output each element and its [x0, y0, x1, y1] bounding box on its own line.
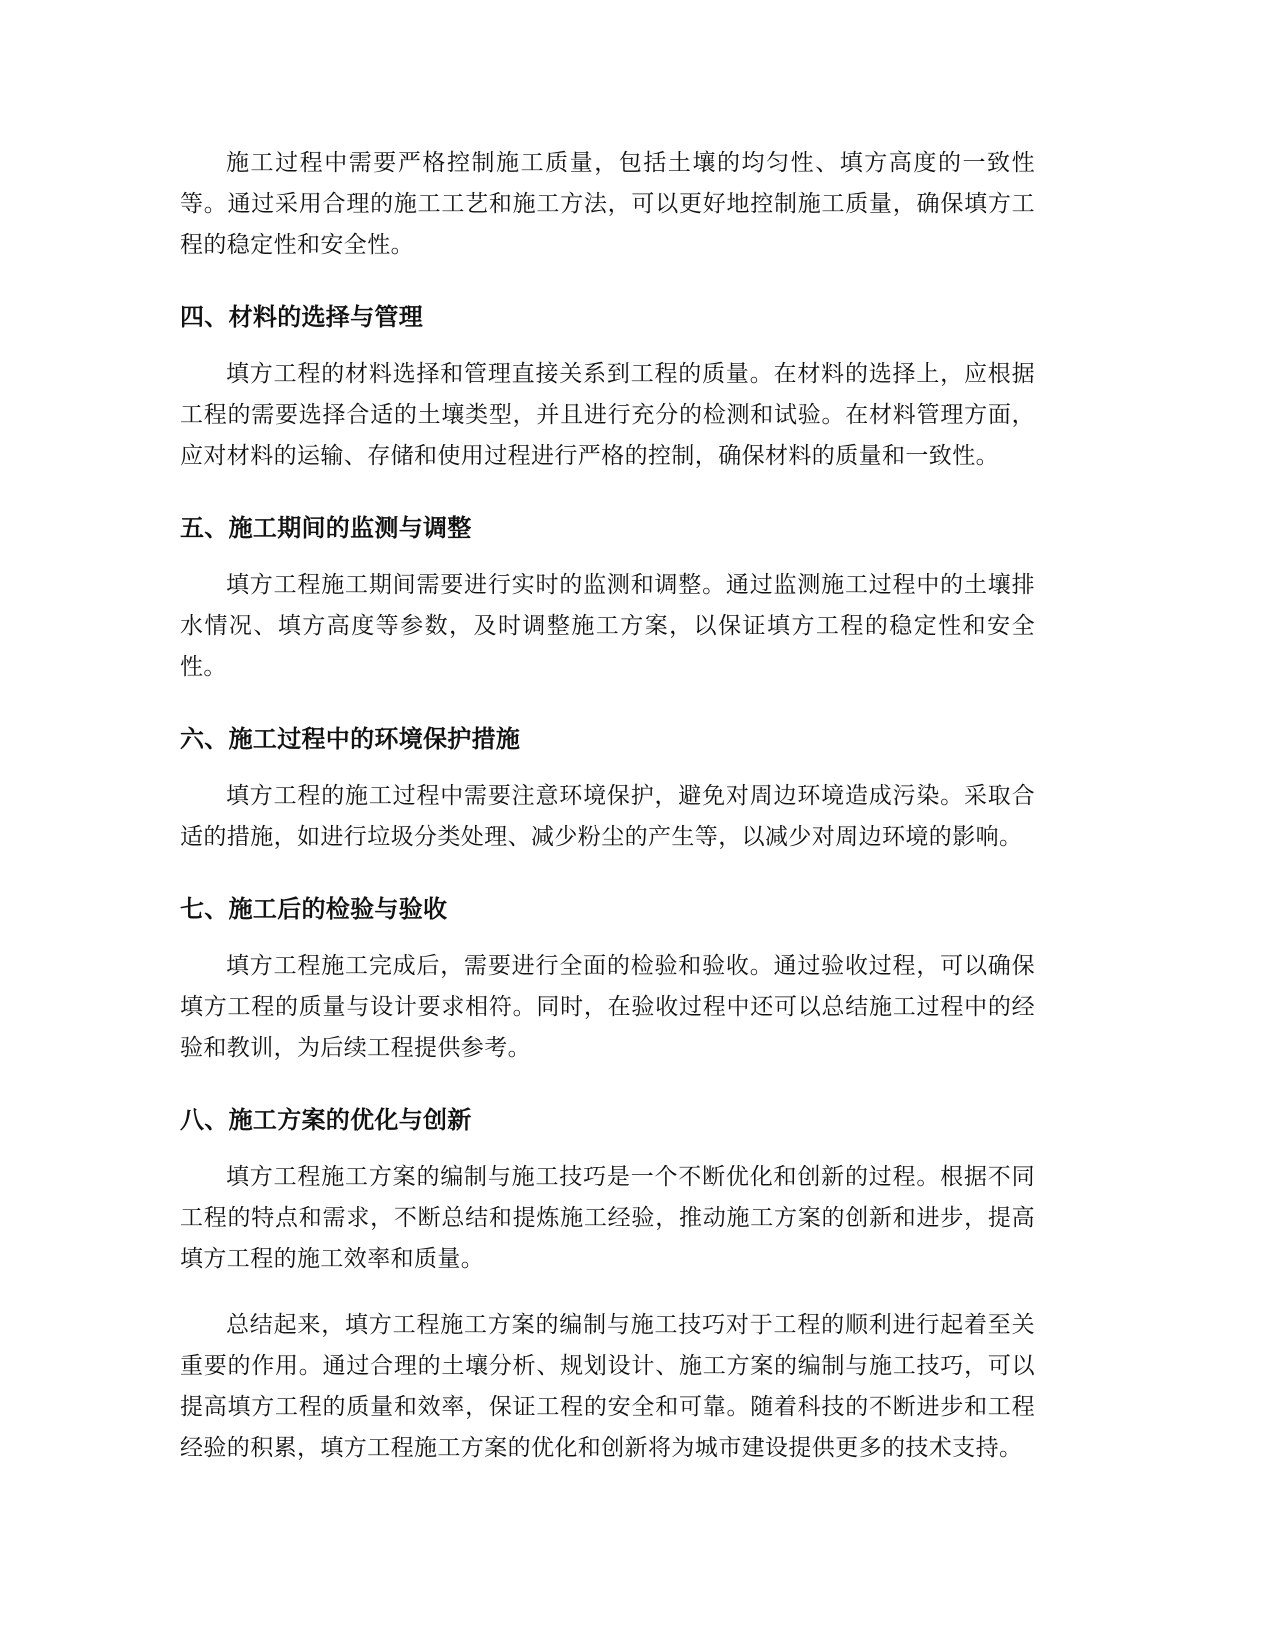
section-body-materials: 填方工程的材料选择和管理直接关系到工程的质量。在材料的选择上，应根据工程的需要选择合适的土壤类型，并且进行充分的检测和试验。在材料管理方面，应对材料的运输、存储和使用过程进行严格的控制，确保材料的质量和一致性。	[180, 361, 1035, 469]
spacer	[180, 1280, 1035, 1305]
spacer	[180, 266, 1035, 300]
document-body	[180, 143, 1035, 1469]
section-body-monitoring: 填方工程施工期间需要进行实时的监测和调整。通过监测施工过程中的土壤排水情况、填方高度等参数，及时调整施工方案，以保证填方工程的稳定性和安全性。	[180, 572, 1035, 680]
section-body-optimization: 填方工程施工方案的编制与施工技巧是一个不断优化和创新的过程。根据不同工程的特点和需求，不断总结和提炼施工经验，推动施工方案的创新和进步，提高填方工程的施工效率和质量。	[180, 1164, 1035, 1272]
section-heading-monitoring: 五、施工期间的监测与调整	[180, 514, 472, 542]
spacer	[180, 1069, 1035, 1103]
section-heading-inspection: 七、施工后的检验与验收	[180, 895, 448, 923]
section-heading-optimization: 八、施工方案的优化与创新	[180, 1106, 472, 1134]
spacer	[180, 926, 1035, 946]
spacer	[180, 756, 1035, 776]
section-body-inspection: 填方工程施工完成后，需要进行全面的检验和验收。通过验收过程，可以确保填方工程的质量与设计要求相符。同时，在验收过程中还可以总结施工过程中的经验和教训，为后续工程提供参考。	[180, 953, 1035, 1061]
section-heading-materials: 四、材料的选择与管理	[180, 303, 423, 331]
spacer	[180, 688, 1035, 722]
intro-paragraph: 施工过程中需要严格控制施工质量，包括土壤的均匀性、填方高度的一致性等。通过采用合理的施工工艺和施工方法，可以更好地控制施工质量，确保填方工程的稳定性和安全性。	[180, 150, 1035, 258]
spacer	[180, 858, 1035, 892]
conclusion-paragraph: 总结起来，填方工程施工方案的编制与施工技巧对于工程的顺利进行起着至关重要的作用。通过合理的土壤分析、规划设计、施工方案的编制与施工技巧，可以提高填方工程的质量和效率，保证工程的安全和可靠。随着科技的不断进步和工程经验的积累，填方工程施工方案的优化和创新将为城市建设提供更多的技术支持。	[180, 1312, 1035, 1461]
spacer	[180, 1137, 1035, 1157]
section-body-environment: 填方工程的施工过程中需要注意环境保护，避免对周边环境造成污染。采取合适的措施，如进行垃圾分类处理、减少粉尘的产生等，以减少对周边环境的影响。	[180, 783, 1035, 850]
section-heading-environment: 六、施工过程中的环境保护措施	[180, 725, 521, 753]
spacer	[180, 477, 1035, 511]
spacer	[180, 334, 1035, 354]
spacer	[180, 545, 1035, 565]
